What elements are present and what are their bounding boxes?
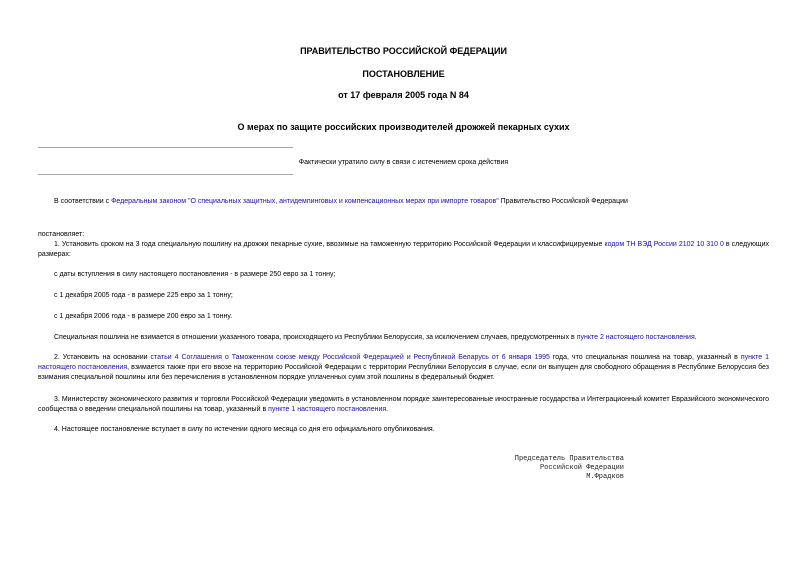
- document-date-number: от 17 февраля 2005 года N 84: [338, 90, 469, 100]
- document-title: О мерах по защите российских производителей дрожжей пекарных сухих: [237, 122, 570, 132]
- item-2-text-before: 2. Установить на основании: [54, 354, 151, 361]
- item-1-link[interactable]: пункте 1 настоящего постановления: [38, 354, 769, 371]
- document-type: ПОСТАНОВЛЕНИЕ: [362, 69, 445, 79]
- item-2-text-after: , взимается также при его ввозе на территорию Российской Федерации с территории Республики Белоруссия в случае, если он выпущен для свободного обращения в Республике Белоруссия без взимания специальной пошлины или без перечисления в установленном порядке уплаченных сумм этой пошлины в федеральный бюджет.: [38, 364, 770, 381]
- exemption-text-after: .: [694, 334, 697, 341]
- exemption-paragraph: [38, 333, 769, 343]
- divider-bottom: [38, 174, 293, 175]
- divider-top: [38, 147, 293, 148]
- exemption-text-before: Специальная пошлина не взимается в отношении указанного товара, происходящего из Республики Белоруссия, за исключением случаев, предусмотренных в: [54, 334, 577, 341]
- customs-union-agreement-link[interactable]: статьи 4 Соглашения о Таможенном союзе между Российской Федерацией и Республикой Беларусь от 6 января 1995: [150, 354, 550, 361]
- resolves-word: постановляет:: [38, 231, 85, 238]
- item-4: 4. Настоящее постановление вступает в силу по истечении одного месяца со дня его официального опубликования.: [54, 426, 435, 433]
- item-1-text-after: в следующих размерах:: [38, 241, 769, 258]
- item-2-link[interactable]: пункте 2 настоящего постановления: [576, 334, 695, 341]
- status-note: Фактически утратило силу в связи с истечением срока действия: [298, 159, 509, 166]
- item-3-text-before: 3. Министерству экономического развития и торговли Российской Федерации уведомить в установленном порядке заинтересованные иностранные государства и Интеграционный комитет Евразийского экономического сообщества о введении специальной пошлины на товар, указанный в: [38, 396, 769, 413]
- signature-block: [515, 455, 624, 482]
- item-2-text-middle: года, что специальная пошлина на товар, указанный в: [549, 354, 741, 361]
- item-2: [38, 353, 769, 383]
- item-1-link-second[interactable]: пункте 1 настоящего постановления: [268, 406, 387, 413]
- preamble-text-after: Правительство Российской Федерации: [498, 198, 628, 205]
- federal-law-link[interactable]: Федеральным законом "О специальных защитных, антидемпинговых и компенсационных мерах при импорте товаров": [111, 198, 499, 205]
- preamble: [38, 197, 769, 207]
- rate-3: с 1 декабря 2006 года - в размере 200 евро за 1 тонну.: [54, 313, 233, 320]
- item-3-text-after: .: [386, 406, 389, 413]
- item-1: [38, 240, 769, 260]
- rate-2: с 1 декабря 2005 года - в размере 225 евро за 1 тонну;: [54, 292, 233, 299]
- signature-country: Российской Федерации: [539, 464, 624, 472]
- preamble-text-before: В соответствии с: [54, 198, 112, 205]
- item-1-text-before: 1. Установить сроком на 3 года специальную пошлину на дрожжи пекарные сухие, ввозимые на таможенную территорию Российской Федерации и классифицируемые: [54, 241, 605, 248]
- signature-position: Председатель Правительства: [514, 455, 624, 463]
- tn-ved-code-link[interactable]: кодом ТН ВЭД России 2102 10 310 0: [604, 241, 724, 248]
- signature-name: М.Фрадков: [586, 473, 624, 481]
- rate-1: с даты вступления в силу настоящего постановления - в размере 250 евро за 1 тонну;: [54, 271, 336, 278]
- item-3: [38, 395, 769, 415]
- government-heading: ПРАВИТЕЛЬСТВО РОССИЙСКОЙ ФЕДЕРАЦИИ: [300, 46, 507, 56]
